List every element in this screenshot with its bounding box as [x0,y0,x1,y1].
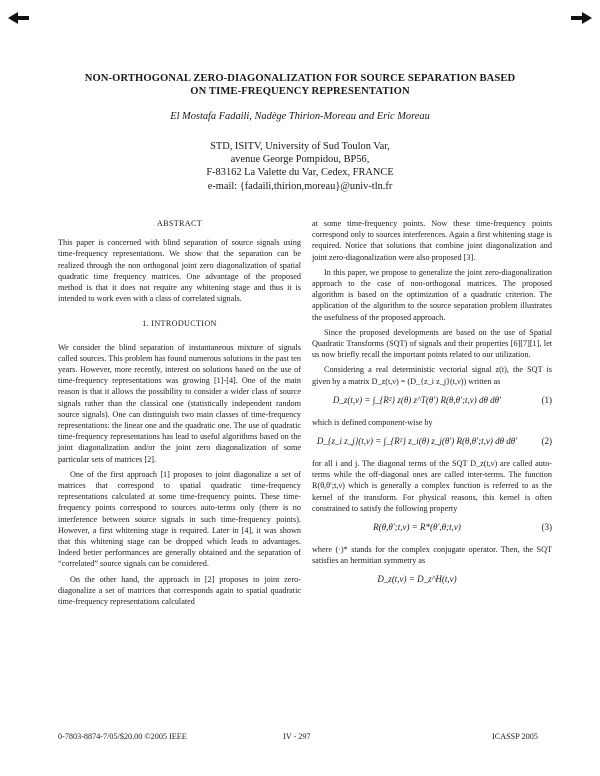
equation-1-number: (1) [541,394,552,405]
right-paragraph-6: for all i and j. The diagonal terms of the SQT D_z(t,ν) are called auto-terms while the off-diagonal ones are called inter-terms. The function R(θ,θ′;t,ν) which is generally a complex function is referred to as the kernel of the transform. For physical reasons, this kernel is often constrained to satisfy the following property [312,459,552,513]
equation-3 [312,514,552,544]
paper-authors: El Mostafa Fadaili, Nadège Thirion-Moreau and Eric Moreau [170,111,430,122]
affiliation-line: STD, ISITV, University of Sud Toulon Var, [210,141,390,152]
left-column [58,218,301,607]
right-paragraph-2: In this paper, we propose to generalize the joint zero-diagonalization approach to the case of non-orthogonal matrices. The proposed algorithm is based on the optimization of a quadratic criterion. The application of the algorithm to the source separation problem illustrates the usefulness of the proposed approach. [312,267,552,322]
equation-1 [312,387,552,417]
equation-4 [312,566,552,590]
equation-2-body: D_{z_i z_j}(t,ν) = ∫_{R²} z_i(θ) z_j(θ′) R(θ,θ′;t,ν) dθ dθ′ [316,436,518,447]
right-paragraph-4: Considering a real deterministic vectorial signal z(t), the SQT is given by a matrix D_z(t,ν) = (D_{z_i z_j}(t,ν)) written as [312,365,552,386]
affiliation-line: F-83162 La Valette du Var, Cedex, FRANCE [206,167,394,179]
equation-2 [312,428,552,458]
footer-conference: ICASSP 2005 [492,732,538,741]
equation-4-body: D_z(t,ν) = D_z^H(t,ν) [377,574,457,585]
intro-paragraph-1: We consider the blind separation of instantaneous mixture of signals called sources. This problem has found numerous solutions in the past ten years. However, more recently, interest on solutions based on the use of time-frequency representations was growing [1]-[4]. One of the main reason is that it allows the possibility to consider a wider class of source signals rather than the classical one (statistically independent random source signals). One can distinguish two main classes of time-frequency representations: the linear one and the quadratic one. The use of quadratic time-frequency representations has lead to useful algorithms based on the joint diagonalization and/or the joint zero diagonalization of some particular sets of matrices [2]. [58,342,301,464]
intro-heading: 1. INTRODUCTION [142,319,217,329]
right-paragraph-1: at some time-frequency points. Now these time-frequency points correspond only to sources interferences. Again a first whitening stage is required. Notice that solutions that combine joint diagonalization and joint zero-diagonalization were also proposed [3]. [312,219,552,262]
intro-paragraph-3: On the other hand, the approach in [2] proposes to joint zero-diagonalize a set of matrices that corresponds again to spatial quadratic time-frequency representations calculated [58,574,301,607]
paper-title [40,72,560,98]
footer-page-number: IV - 297 [283,732,311,741]
footer-copyright: 0-7803-8874-7/05/$20.00 ©2005 IEEE [58,732,187,741]
equation-2-number: (2) [541,436,552,447]
forward-arrow-icon[interactable] [570,12,592,24]
affiliation-line: avenue George Pompidou, BP56, [230,154,370,166]
right-column [312,218,552,590]
right-paragraph-7: where (·)* stands for the complex conjugate operator. Then, the SQT satisfies an hermitian symmetry as [312,545,552,566]
back-arrow-icon[interactable] [8,12,30,24]
paper-title-line-2: ON TIME-FREQUENCY REPRESENTATION [190,86,410,97]
right-paragraph-3: Since the proposed developments are based on the use of Spatial Quadratic Transforms (SQT) of signals and their properties [6][7][1], let us now briefly recall the important points related to our utilization. [312,327,552,360]
affiliation-email: e-mail: {fadaili,thirion,moreau}@univ-tln.fr [207,180,393,192]
equation-3-number: (3) [541,522,552,533]
intro-paragraph-2: One of the first approach [1] proposes to joint diagonalize a set of matrices that correspond to spatial quadratic time-frequency representations calculated at some time-frequency points. These time-frequency points correspond to sources auto-terms only (there is no interference between source signals in such time-frequency points). However, a first whitening stage is required. Later in [4], it was shown that this whitening stage can be dropped which leads to advantages. Indeed better performances are generally obtained and the separation of “correlated” source signals can be considered. [58,469,301,569]
abstract-text: This paper is concerned with blind separation of source signals using time-frequency representations. We show that the separation can be realized through the non orthogonal joint zero diagonalization of spatial quadratic time frequency matrices. One advantage of the proposed method is that it does not require any whitening stage and thus it is intended to work even with a class of correlated signals. [58,238,301,304]
paper-title-line-1: NON-ORTHOGONAL ZERO-DIAGONALIZATION FOR SOURCE SEPARATION BASED [84,73,516,84]
equation-3-body: R(θ,θ′;t,ν) = R*(θ′,θ;t,ν) [373,522,461,533]
right-paragraph-5: which is defined component-wise by [312,417,433,427]
abstract-heading: ABSTRACT [156,219,203,228]
affiliation [0,140,600,193]
equation-1-body: D_z(t,ν) = ∫_{R²} z(θ) z^T(θ′) R(θ,θ′;t,ν) dθ dθ′ [332,394,502,405]
